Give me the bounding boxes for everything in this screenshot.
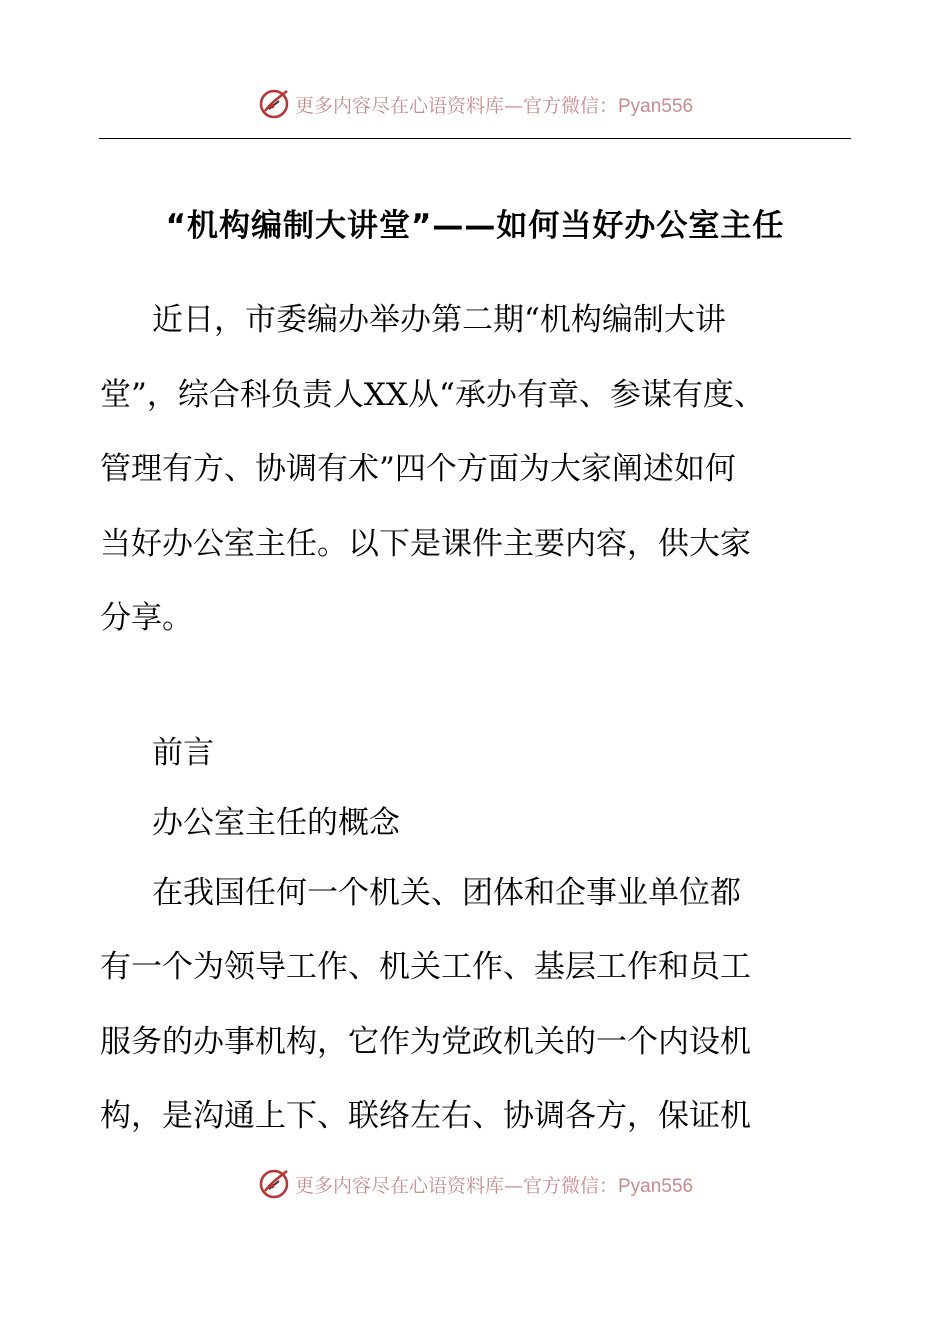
paragraph-line: 分享。 (100, 600, 193, 636)
footer-watermark (0, 1164, 950, 1204)
paragraph-line: 构，是沟通上下、联络左右、协调各方，保证机 (100, 1098, 751, 1134)
section-heading: 前言 (152, 735, 214, 771)
paragraph-line: 堂”，综合科负责人XX从“承办有章、参谋有度、 (100, 377, 765, 413)
watermark-text: 更多内容尽在心语资料库—官方微信： (294, 1174, 618, 1197)
paragraph-line: 有一个为领导工作、机关工作、基层工作和员工 (100, 949, 751, 985)
paragraph-line: 当好办公室主任。以下是课件主要内容，供大家 (100, 526, 751, 562)
paragraph-line: 管理有方、协调有术”四个方面为大家阐述如何 (100, 451, 736, 487)
paragraph-line: 服务的办事机构，它作为党政机关的一个内设机 (100, 1024, 751, 1060)
pen-seal-icon (257, 1167, 291, 1201)
document-title: “机构编制大讲堂”——如何当好办公室主任 (165, 208, 785, 244)
header-divider (99, 138, 851, 139)
pen-seal-icon (257, 87, 291, 121)
watermark-text: 更多内容尽在心语资料库—官方微信： (294, 94, 618, 117)
header-watermark (0, 84, 950, 124)
watermark-wechat-id: Pyan556 (618, 1175, 694, 1197)
paragraph-line: 近日，市委编办举办第二期“机构编制大讲 (152, 302, 726, 338)
subsection-heading: 办公室主任的概念 (152, 805, 400, 841)
paragraph-line: 在我国任何一个机关、团体和企事业单位都 (152, 875, 741, 911)
watermark-wechat-id: Pyan556 (618, 95, 694, 117)
